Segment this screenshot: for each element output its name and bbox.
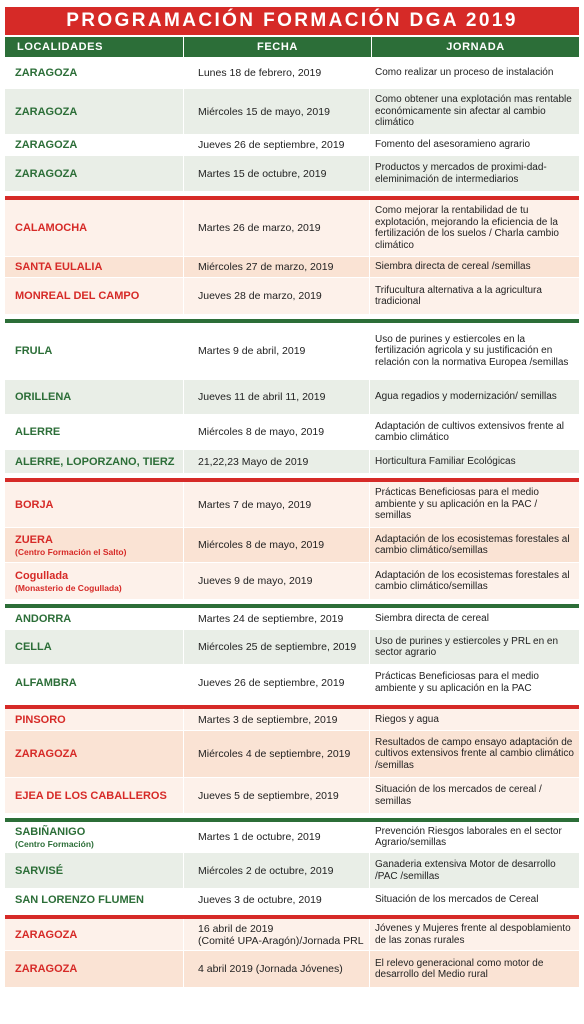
- localidad-cell: [5, 200, 183, 256]
- jornada-text: Jóvenes y Mujeres frente al despoblamiento de las zonas rurales: [375, 923, 571, 946]
- fecha-text: Miércoles 15 de mayo, 2019: [198, 105, 330, 118]
- jornada-text: Productos y mercados de proximi-dad-eleminimación de intermediarios: [375, 162, 547, 185]
- localidad-name: ZARAGOZA: [15, 167, 78, 180]
- fecha-text: Martes 7 de mayo, 2019: [198, 498, 312, 511]
- jornada-cell: [370, 323, 579, 379]
- jornada-text: Adaptación de los ecosistemas forestales al cambio climático/semillas: [375, 569, 570, 592]
- header-jornada: JORNADA: [446, 41, 505, 53]
- localidad-name: ZARAGOZA: [15, 105, 78, 118]
- jornada-text: Como realizar un proceso de instalación: [375, 66, 554, 78]
- fecha-text: Jueves 9 de mayo, 2019: [198, 575, 313, 587]
- localidad-name: ALFAMBRA: [15, 676, 77, 689]
- fecha-text: Martes 15 de octubre, 2019: [198, 167, 327, 180]
- table-row: [5, 200, 579, 257]
- jornada-cell: [370, 156, 579, 191]
- fecha-text: Jueves 3 de octubre, 2019: [198, 893, 322, 906]
- table-row: [5, 563, 579, 599]
- fecha-cell: [183, 135, 370, 155]
- jornada-cell: [370, 89, 579, 134]
- jornada-text: Uso de purines y estiercoles en la fertilización agricola y su justificación en relación con la normativa Europea /semillas: [375, 333, 569, 368]
- localidad-cell: [5, 257, 183, 277]
- jornada-cell: [370, 731, 579, 777]
- fecha-text: Miércoles 8 de mayo, 2019: [198, 539, 325, 551]
- localidad-cell: [5, 380, 183, 414]
- jornada-text: Prácticas Beneficiosas para el medio ambiente y su aplicación en la PAC: [375, 671, 539, 694]
- localidad-venue: (Monasterio de Cogullada): [15, 582, 122, 593]
- localidad-venue: (Centro Formación): [15, 838, 94, 849]
- localidad-cell: [5, 665, 183, 700]
- jornada-text: Adaptación de cultivos extensivos frente al cambio climático: [375, 420, 564, 443]
- fecha-text: Miércoles 2 de octubre, 2019: [198, 864, 334, 877]
- fecha-cell: [183, 57, 370, 88]
- localidad-cell: [5, 415, 183, 449]
- table-row: [5, 528, 579, 563]
- fecha-text: Martes 1 de octubre, 2019: [198, 831, 321, 843]
- localidad-cell: [5, 482, 183, 527]
- localidad-name: ANDORRA: [15, 612, 72, 625]
- fecha-cell: [183, 709, 370, 730]
- jornada-text: Ganaderia extensiva Motor de desarrollo /PAC /semillas: [375, 859, 556, 882]
- table-row: [5, 709, 579, 731]
- localidad-name: SARVISÉ: [15, 864, 64, 877]
- table-row: [5, 450, 579, 473]
- table-row: [5, 665, 579, 700]
- jornada-cell: [370, 257, 579, 277]
- fecha-cell: [183, 630, 370, 664]
- fecha-cell: [183, 415, 370, 449]
- fecha-cell: [183, 608, 370, 629]
- fecha-text: Martes 24 de septiembre, 2019: [198, 612, 344, 625]
- table-row: [5, 889, 579, 910]
- region-group: [5, 818, 579, 910]
- jornada-text: Resultados de campo ensayo adaptación de cultivos extensivos frente al cambio climático /semillas: [375, 736, 574, 771]
- jornada-cell: [370, 200, 579, 256]
- jornada-cell: [370, 380, 579, 414]
- fecha-text: Miércoles 25 de septiembre, 2019: [198, 641, 357, 653]
- localidad-name: ZARAGOZA: [15, 963, 78, 975]
- table-row: [5, 482, 579, 528]
- localidad-name: CALAMOCHA: [15, 222, 88, 234]
- region-group: [5, 478, 579, 599]
- fecha-cell: [183, 380, 370, 414]
- jornada-cell: [370, 951, 579, 987]
- fecha-text: 21,22,23 Mayo de 2019: [198, 455, 309, 468]
- localidad-name: SANTA EULALIA: [15, 261, 103, 273]
- region-group: [5, 57, 579, 191]
- localidad-cell: [5, 608, 183, 629]
- header-row: [5, 37, 579, 57]
- region-group: [5, 915, 579, 987]
- table-row: [5, 853, 579, 889]
- jornada-cell: [370, 135, 579, 155]
- table-row: [5, 415, 579, 450]
- fecha-text: 4 abril 2019 (Jornada Jóvenes): [198, 963, 343, 975]
- localidad-cell: [5, 528, 183, 562]
- localidad-name: ALERRE, LOPORZANO, TIERZ: [15, 455, 175, 468]
- header-localidades: LOCALIDADES: [17, 41, 104, 53]
- localidad-cell: [5, 450, 183, 473]
- jornada-text: Horticultura Familiar Ecológicas: [375, 455, 516, 467]
- fecha-cell: [183, 278, 370, 314]
- table-row: [5, 630, 579, 665]
- header-fecha: FECHA: [183, 37, 372, 57]
- localidad-name: FRULA: [15, 345, 53, 357]
- jornada-text: Siembra directa de cereal /semillas: [375, 261, 531, 273]
- region-group: [5, 196, 579, 314]
- table-row: [5, 919, 579, 951]
- fecha-cell: [183, 563, 370, 599]
- localidad-cell: [5, 278, 183, 314]
- localidad-name: ORILLENA: [15, 391, 72, 403]
- localidad-cell: [5, 919, 183, 950]
- localidad-venue: (Centro Formación el Salto): [15, 546, 127, 557]
- jornada-text: Situación de los mercados de cereal / semillas: [375, 784, 542, 807]
- jornada-cell: [370, 665, 579, 700]
- fecha-cell: [183, 853, 370, 888]
- fecha-note: (Comité UPA-Aragón)/Jornada PRL: [198, 934, 364, 947]
- localidad-name: MONREAL DEL CAMPO: [15, 290, 140, 302]
- table-title: PROGRAMACIÓN FORMACIÓN DGA 2019: [5, 7, 579, 35]
- localidad-cell: [5, 889, 183, 910]
- fecha-cell: [183, 778, 370, 813]
- jornada-cell: [370, 919, 579, 950]
- jornada-text: El relevo generacional como motor de desarrollo del Medio rural: [375, 957, 544, 980]
- fecha-cell: [183, 919, 370, 950]
- localidad-name: BORJA: [15, 498, 54, 511]
- localidad-cell: [5, 630, 183, 664]
- jornada-text: Situación de los mercados de Cereal: [375, 893, 539, 905]
- table-row: [5, 951, 579, 987]
- localidad-name: PINSORO: [15, 713, 66, 726]
- jornada-text: Siembra directa de cereal: [375, 612, 489, 624]
- fecha-cell: [183, 482, 370, 527]
- localidad-cell: [5, 778, 183, 813]
- localidad-name: ALERRE: [15, 426, 61, 438]
- table-body: [5, 57, 579, 987]
- fecha-cell: [183, 731, 370, 777]
- localidad-cell: [5, 135, 183, 155]
- table-row: [5, 135, 579, 156]
- fecha-cell: [183, 89, 370, 134]
- localidad-cell: [5, 563, 183, 599]
- jornada-cell: [370, 608, 579, 629]
- jornada-text: Fomento del asesoramieno agrario: [375, 139, 531, 151]
- fecha-text: Miércoles 4 de septiembre, 2019: [198, 748, 351, 760]
- table-row: [5, 57, 579, 89]
- jornada-text: Prácticas Beneficiosas para el medio ambiente y su aplicación en la PAC / semillas: [375, 487, 539, 522]
- table-row: [5, 380, 579, 415]
- table-row: [5, 278, 579, 314]
- fecha-cell: [183, 665, 370, 700]
- fecha-text: Martes 9 de abril, 2019: [198, 345, 306, 357]
- jornada-cell: [370, 853, 579, 888]
- region-group: [5, 705, 579, 813]
- jornada-cell: [370, 278, 579, 314]
- jornada-text: Riegos y agua: [375, 713, 439, 725]
- region-group: [5, 319, 579, 473]
- localidad-name: SABIÑANIGO: [15, 825, 86, 838]
- localidad-name: CELLA: [15, 641, 52, 653]
- fecha-cell: [183, 200, 370, 256]
- table-row: [5, 323, 579, 380]
- fecha-text: Miércoles 27 de marzo, 2019: [198, 261, 334, 273]
- localidad-cell: [5, 323, 183, 379]
- jornada-cell: [370, 57, 579, 88]
- fecha-text: Martes 3 de septiembre, 2019: [198, 713, 338, 726]
- jornada-text: Uso de purines y estiercoles y PRL en en sector agrario: [375, 635, 559, 658]
- localidad-name: ZARAGOZA: [15, 748, 78, 760]
- fecha-cell: [183, 889, 370, 910]
- jornada-text: Adaptación de los ecosistemas forestales al cambio climático/semillas: [375, 533, 570, 556]
- jornada-cell: [370, 778, 579, 813]
- table-row: [5, 156, 579, 191]
- fecha-cell: [183, 450, 370, 473]
- localidad-cell: [5, 951, 183, 987]
- table-row: [5, 778, 579, 813]
- localidad-cell: [5, 822, 183, 852]
- localidad-name: Cogullada: [15, 569, 69, 582]
- jornada-cell: [370, 709, 579, 730]
- fecha-text: Martes 26 de marzo, 2019: [198, 222, 321, 234]
- fecha-cell: [183, 528, 370, 562]
- jornada-cell: [370, 630, 579, 664]
- jornada-text: Trifucultura alternativa a la agricultura tradicional: [375, 284, 542, 307]
- localidad-cell: [5, 709, 183, 730]
- fecha-cell: [183, 951, 370, 987]
- fecha-text: Jueves 26 de septiembre, 2019: [198, 676, 345, 689]
- fecha-text: 16 abril de 2019: [198, 922, 274, 935]
- localidad-cell: [5, 853, 183, 888]
- jornada-text: Como obtener una explotación mas rentable económicamente sin afectar al cambio climático: [375, 94, 572, 129]
- fecha-cell: [183, 257, 370, 277]
- localidad-name: ZARAGOZA: [15, 928, 78, 941]
- fecha-text: Jueves 11 de abril 11, 2019: [198, 391, 326, 403]
- table-row: [5, 608, 579, 630]
- fecha-text: Jueves 5 de septiembre, 2019: [198, 789, 339, 802]
- localidad-name: ZARAGOZA: [15, 66, 78, 79]
- fecha-cell: [183, 822, 370, 852]
- localidad-name: SAN LORENZO FLUMEN: [15, 893, 144, 906]
- jornada-cell: [370, 889, 579, 910]
- localidad-cell: [5, 57, 183, 88]
- table-row: [5, 822, 579, 853]
- localidad-name: EJEA DE LOS CABALLEROS: [15, 789, 167, 802]
- localidad-cell: [5, 731, 183, 777]
- fecha-text: Lunes 18 de febrero, 2019: [198, 66, 322, 79]
- table-row: [5, 731, 579, 778]
- localidad-name: ZARAGOZA: [15, 139, 78, 151]
- fecha-text: Miércoles 8 de mayo, 2019: [198, 426, 325, 438]
- fecha-text: Jueves 26 de septiembre, 2019: [198, 139, 345, 151]
- localidad-cell: [5, 89, 183, 134]
- jornada-cell: [370, 482, 579, 527]
- jornada-cell: [370, 528, 579, 562]
- localidad-name: ZUERA: [15, 533, 53, 546]
- region-group: [5, 604, 579, 700]
- jornada-text: Agua regadios y modernización/ semillas: [375, 391, 557, 403]
- jornada-cell: [370, 822, 579, 852]
- fecha-text: Jueves 28 de marzo, 2019: [198, 290, 322, 302]
- jornada-cell: [370, 415, 579, 449]
- jornada-cell: [370, 450, 579, 473]
- fecha-cell: [183, 323, 370, 379]
- fecha-cell: [183, 156, 370, 191]
- table-row: [5, 89, 579, 135]
- jornada-text: Como mejorar la rentabilidad de tu explotación, mejorando la eficiencia de la fertilización de los suelos / Charla cambio climático: [375, 205, 559, 251]
- localidad-cell: [5, 156, 183, 191]
- jornada-text: Prevención Riesgos laborales en el sector Agrario/semillas: [375, 825, 562, 848]
- table-row: [5, 257, 579, 278]
- jornada-cell: [370, 563, 579, 599]
